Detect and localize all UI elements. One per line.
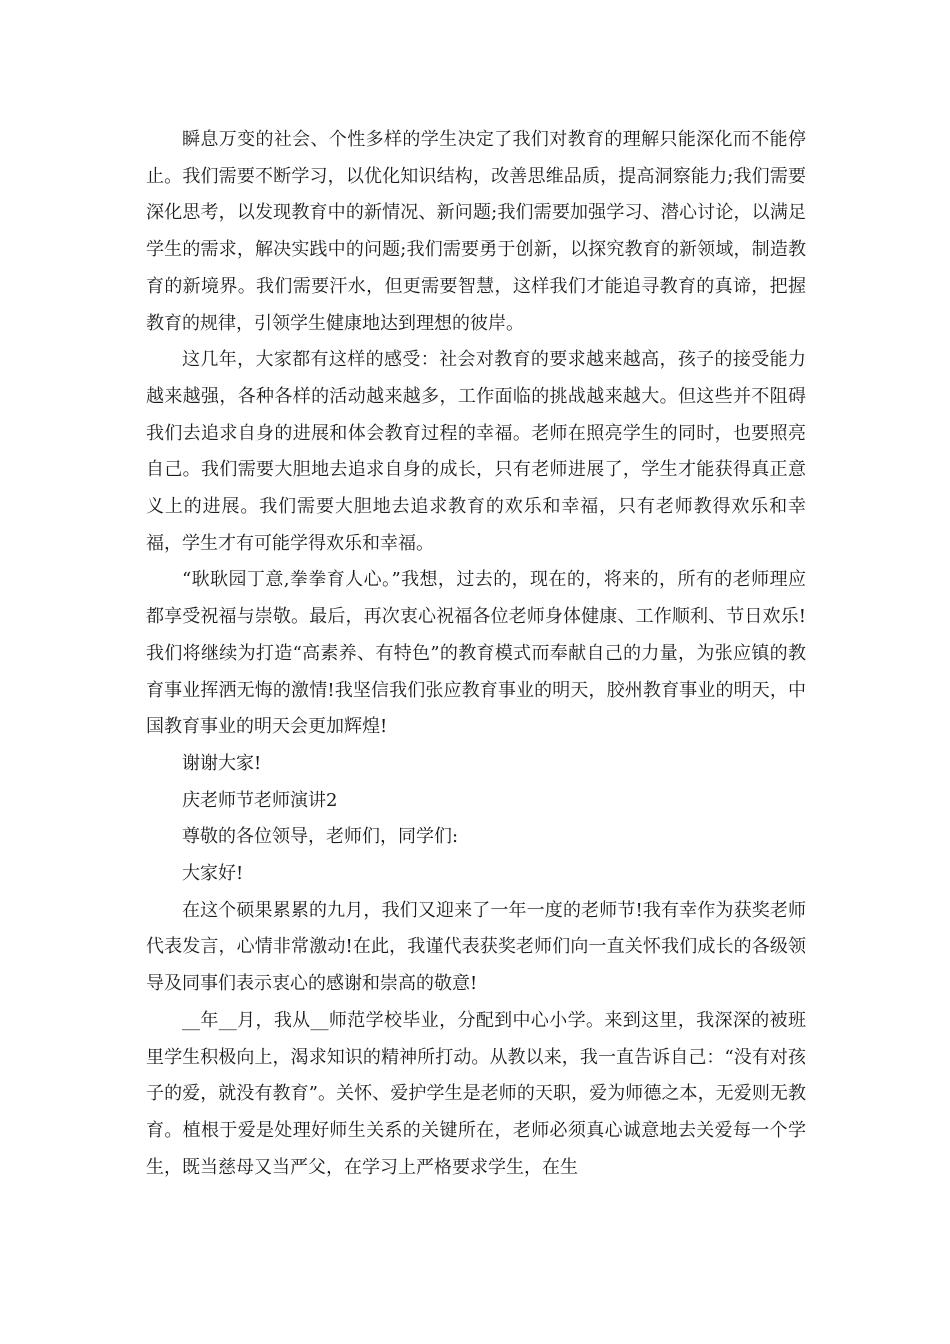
paragraph-thanks: 谢谢大家! [182, 752, 262, 774]
paragraph-closing-wishes: “耿耿园丁意,拳拳育人心。”我想，过去的，现在的，将来的，所有的老师理应都享受祝福与崇敬。最后，再次衷心祝福各位老师身体健康、工作顺利、节日欢乐!我们将继续为打造“高素养、有特色”的教育模式而奉献自己的力量，为张应镇的教育事业挥洒无悔的激情!我坚信我们张应教育事业的明天，胶州教育事业的明天，中国教育事业的明天会更加辉煌! [146, 569, 806, 738]
paragraph-greeting: 大家好! [182, 863, 244, 885]
paragraph-deepen-understanding: 瞬息万变的社会、个性多样的学生决定了我们对教育的理解只能深化而不能停止。我们需要不断学习，以优化知识结构，改善思维品质，提高洞察能力;我们需要深化思考，以发现教育中的新情况、新问题;我们需要加强学习、潜心讨论，以满足学生的需求，解决实践中的问题;我们需要勇于创新，以探究教育的新领域，制造教育的新境界。我们需要汗水，但更需要智慧，这样我们才能追寻教育的真谛，把握教育的规律，引领学生健康地达到理想的彼岸。 [146, 129, 806, 334]
paragraph-award-intro: 在这个硕果累累的九月，我们又迎来了一年一度的老师节!我有幸作为获奖老师代表发言，心情非常激动!在此，我谨代表获奖老师们向一直关怀我们成长的各级领导及同事们表示衷心的感谢和崇高的敬意! [146, 899, 806, 995]
speech-text [146, 122, 806, 1186]
paragraph-pursue-growth: 这几年，大家都有这样的感受：社会对教育的要求越来越高，孩子的接受能力越来越强，各种各样的活动越来越多，工作面临的挑战越来越大。但这些并不阻碍我们去追求自身的进展和体会教育过程的幸福。老师在照亮学生的同时，也要照亮自己。我们需要大胆地去追求自身的成长，只有老师进展了，学生才能获得真正意义上的进展。我们需要大胆地去追求教育的欢乐和幸福，只有老师教得欢乐和幸福，学生才有可能学得欢乐和幸福。 [146, 349, 806, 554]
paragraph-teaching-love: __年__月，我从__师范学校毕业，分配到中心小学。来到这里，我深深的被班里学生积极向上，渴求知识的精神所打动。从教以来，我一直告诉自己：“没有对孩子的爱，就没有教育”。关怀、爱护学生是老师的天职，爱为师德之本，无爱则无教育。植根于爱是处理好师生关系的关键所在，老师必须真心诚意地去关爱每一个学生，既当慈母又当严父，在学习上严格要求学生，在生 [146, 1009, 806, 1178]
paragraph-salutation: 尊敬的各位领导，老师们，同学们: [182, 826, 459, 848]
speech-heading: 庆老师节老师演讲2 [182, 789, 338, 811]
